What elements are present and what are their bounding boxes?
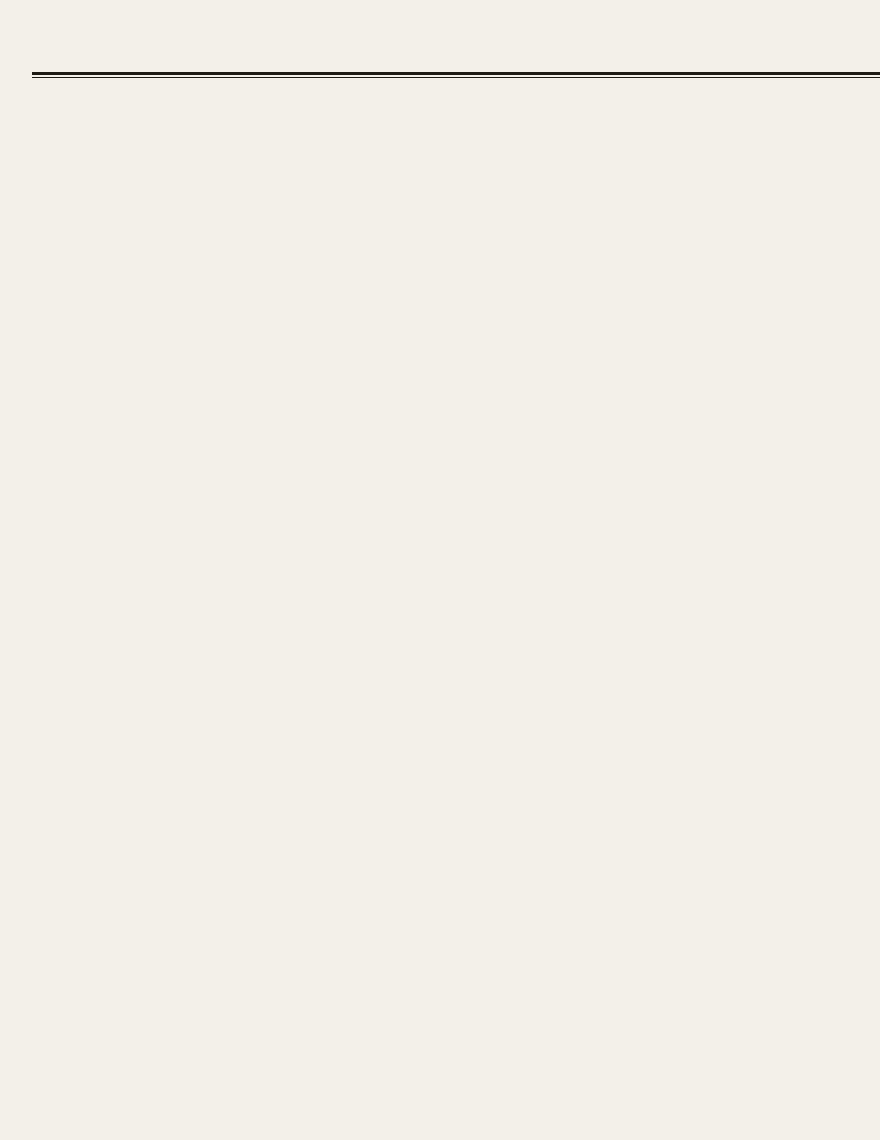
header-householders	[186, 80, 210, 214]
header-arrears-ratio	[840, 80, 870, 214]
header-basic-insurance	[272, 118, 306, 214]
header-prem-additional	[528, 118, 570, 214]
header-prem-total	[578, 118, 618, 214]
header-receipts	[630, 80, 660, 214]
header-prem-basic	[476, 118, 522, 214]
header-overpay	[426, 118, 468, 214]
header-villages	[156, 80, 180, 214]
header-straw-percent	[252, 80, 268, 214]
header-underpayment	[808, 80, 838, 214]
header-sum-total	[342, 118, 372, 214]
header-insured-buildings	[224, 80, 248, 214]
header-arrears-1911	[716, 118, 764, 214]
header-overpay-1911	[768, 118, 806, 214]
header-arrears	[378, 118, 424, 214]
header-additional-insurance	[306, 118, 340, 214]
header-excluded-arrears	[676, 80, 714, 214]
